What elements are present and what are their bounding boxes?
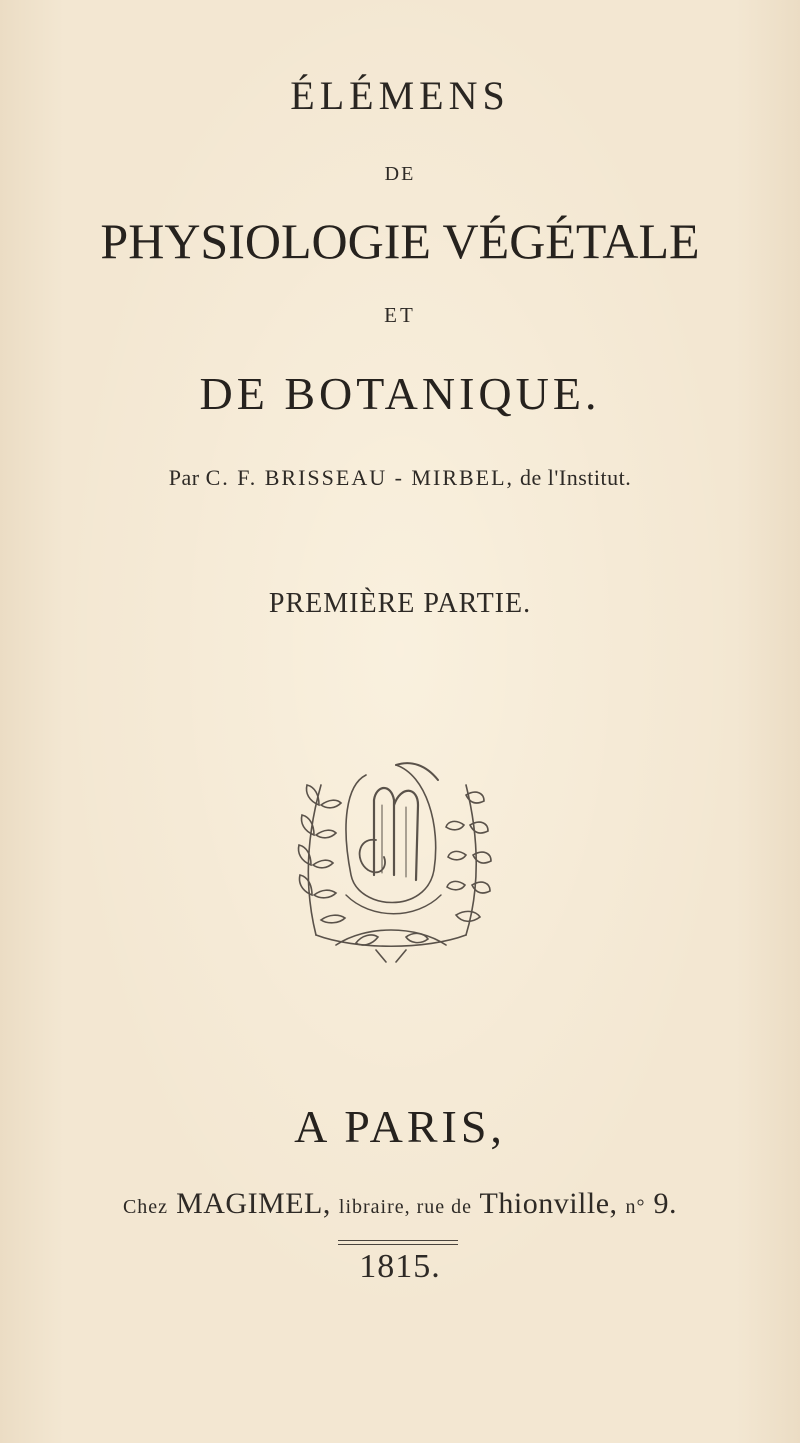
imprint-number-label: n° <box>625 1196 646 1218</box>
divider-rule <box>338 1244 458 1245</box>
imprint-address: libraire, rue de <box>338 1196 473 1218</box>
title-de: DE <box>384 163 416 185</box>
author-line <box>0 465 800 491</box>
author-name: C. F. BRISSEAU - MIRBEL, <box>205 465 515 490</box>
imprint-street: Thionville, <box>479 1187 618 1220</box>
title-elemens: ÉLÉMENS <box>290 73 510 118</box>
imprint-number: 9. <box>653 1187 678 1220</box>
monogram-wreath-icon <box>276 745 506 970</box>
title-botanique: DE BOTANIQUE. <box>199 368 601 419</box>
title-et: ET <box>384 303 416 327</box>
imprint-publisher: MAGIMEL, <box>176 1187 331 1220</box>
publication-year: 1815. <box>359 1248 441 1285</box>
author-prefix: Par <box>168 465 200 490</box>
imprint-city: A PARIS, <box>294 1101 506 1152</box>
divider-rule <box>338 1240 458 1241</box>
part-heading: PREMIÈRE PARTIE. <box>268 588 532 619</box>
imprint-chez: Chez <box>122 1196 169 1218</box>
imprint-line <box>0 1187 800 1221</box>
author-affiliation: de l'Institut. <box>520 465 632 490</box>
title-physiologie-vegetale: PHYSIOLOGIE VÉGÉTALE <box>100 213 700 269</box>
